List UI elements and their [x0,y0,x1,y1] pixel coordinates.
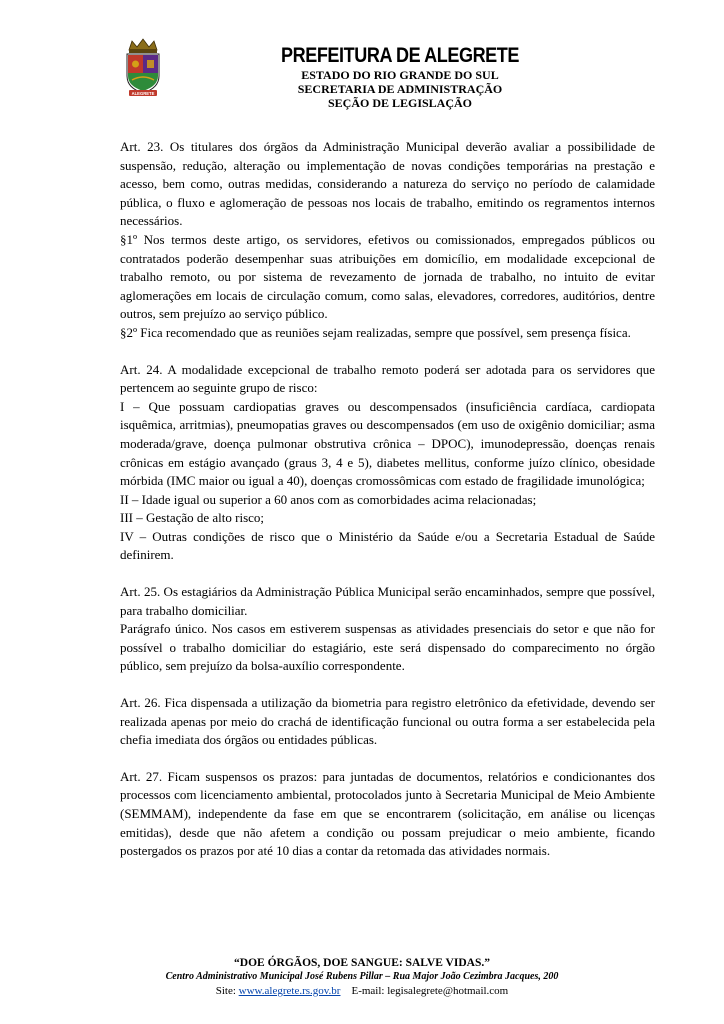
site-link[interactable]: www.alegrete.rs.gov.br [238,985,341,997]
footer-address: Centro Administrativo Municipal José Rubens Pillar – Rua Major João Cezimbra Jacques, 200 [165,971,559,982]
svg-text:ALEGRETE: ALEGRETE [131,90,155,96]
article-24-item-iii: III – Gestação de alto risco; [120,510,265,526]
site-label: Site: [215,985,236,997]
article-24-item-ii: II – Idade igual ou superior a 60 anos com as comorbidades acima relacionadas; [120,491,537,507]
spacer [120,676,655,694]
document-body [120,138,655,861]
spacer [120,565,655,583]
spacer [120,343,655,361]
footer-contact [100,984,624,998]
article-23-paragraph-2: §2º Fica recomendado que as reuniões sejam realizadas, sempre que possível, sem presença física. [120,324,631,340]
state-name: ESTADO DO RIO GRANDE DO SUL [301,68,499,82]
article-24-item-iv: IV – Outras condições de risco que o Ministério da Saúde e/ou a Secretaria Estadual de Saúde definirem. [120,528,655,563]
letterhead [176,44,624,110]
article-25: Art. 25. Os estagiários da Administração Pública Municipal serão encaminhados, sempre que possível, para trabalho domiciliar. [120,584,655,618]
footer-motto: “DOE ÓRGÃOS, DOE SANGUE: SALVE VIDAS.” [234,957,490,969]
section-name: SEÇÃO DE LEGISLAÇÃO [327,96,473,110]
article-23-paragraph-1: §1º Nos termos deste artigo, os servidores, efetivos ou comissionados, empregados públicos ou contratados poderão desempenhar suas atribuições em domicílio, em modalidade excepcional de trabalho remoto, ou por sistema de revezamento de jornada de trabalho, no intuito de evitar aglomerações em locais de circulação comum, como salas, elevadores, corredores, auditórios, dentre outros, sem prejuízo ao serviço público. [120,231,655,322]
municipal-crest-icon [120,38,166,98]
secretariat-name: SECRETARIA DE ADMINISTRAÇÃO [297,82,503,96]
email-label: E-mail: [351,985,385,997]
page-title: PREFEITURA DE ALEGRETE [280,44,520,67]
email-address: legisalegrete@hotmail.com [387,985,509,997]
spacer [120,750,655,768]
article-27: Art. 27. Ficam suspensos os prazos: para juntadas de documentos, relatórios e condicionantes dos processos com licenciamento ambiental, protocolados junto à Secretaria Municipal de Meio Ambiente (SEMMAM), independente da fase em que se encontrarem (solicitação, em análise ou licenças emitidas), desde que não afetem a condição ou possam prejudicar o meio ambiente, ficando postergados os prazos por até 10 dias a contar da retomada das atividades normais. [120,768,655,859]
article-26: Art. 26. Fica dispensada a utilização da biometria para registro eletrônico da efetividade, devendo ser realizada apenas por meio do crachá de identificação funcional ou outra forma a ser estabelecida pela chefia imediata dos órgãos ou entidades públicas. [120,695,655,748]
article-24-item-i: I – Que possuam cardiopatias graves ou descompensados (insuficiência cardíaca, cardiopata isquêmica, arritmias), pneumopatias graves ou descompensados (em uso de oxigênio domiciliar; asma moderada/grave, doença pulmonar obstrutiva crônica – DPOC), imunodepressão, doenças renais crônicas em estágio avançado (graus 3, 4 e 5), diabetes mellitus, conforme juízo clínico, obesidade mórbida (IMC maior ou igual a 40), doenças cromossômicas com estado de fragilidade imunológica; [120,398,655,489]
article-25-single-paragraph: Parágrafo único. Nos casos em estiverem suspensas as atividades presenciais do setor e que não for possível o trabalho domiciliar do estagiário, este será dispensado do comparecimento no órgão público, sem prejuízo da bolsa-auxílio correspondente. [120,621,655,674]
article-24: Art. 24. A modalidade excepcional de trabalho remoto poderá ser adotada para os servidores que pertencem ao seguinte grupo de risco: [120,361,655,396]
article-23: Art. 23. Os titulares dos órgãos da Administração Municipal deverão avaliar a possibilidade de suspensão, redução, alteração ou implementação de novas condições temporárias na prestação e acesso, bem como, outras medidas, considerando a natureza do serviço no período de calamidade pública, o fluxo e aglomeração de pessoas nos locais de trabalho, emitindo os regramentos internos necessários. [120,139,655,229]
page-footer [100,956,624,998]
